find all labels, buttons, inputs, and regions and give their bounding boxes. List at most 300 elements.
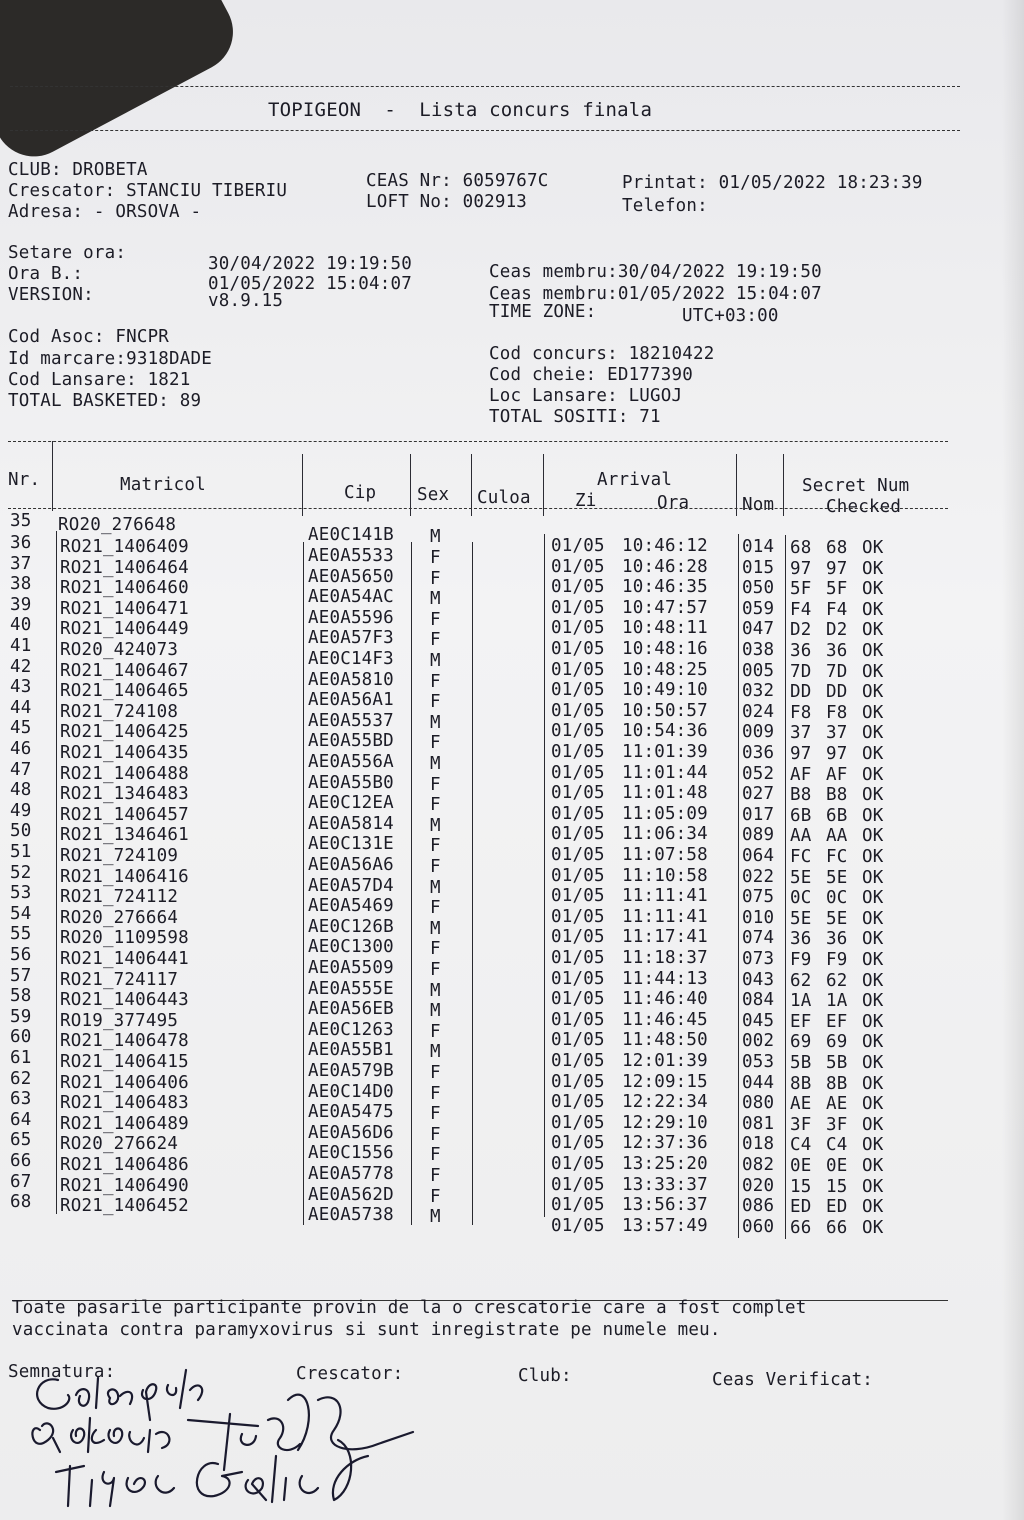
row-nr: 40 [10,615,32,636]
row-nr: 63 [10,1089,32,1110]
row-sex: M [430,1042,441,1063]
setting-time-label: Setare ora: [8,243,127,263]
row-secret-2: 68 [826,538,848,558]
row-secret-2: AA [826,826,848,847]
row-secret-2: 15 [826,1176,848,1197]
row-nom: 027 [742,784,775,805]
row-arrival-time: 11:01:48 [622,783,708,804]
row-cip: AE0A5533 [308,546,394,566]
row-cip: AE0C131E [308,834,394,855]
row-arrival-time: 13:57:49 [622,1215,708,1236]
clock-number: CEAS Nr: 6059767C [366,171,549,191]
setting-time-value: 30/04/2022 19:19:50 [208,254,412,274]
row-matricol: RO21_1406483 [60,1093,189,1114]
row-arrival-day: 01/05 [551,1133,605,1154]
row-arrival-time: 11:11:41 [622,886,708,907]
row-secret-2: 62 [826,970,848,991]
row-cip: AE0C1556 [308,1143,394,1164]
row-secret-2: 8B [826,1073,848,1094]
row-secret-1: B8 [790,785,812,806]
row-arrival-time: 11:48:50 [622,1030,708,1051]
row-secret-1: 5B [790,1053,812,1073]
row-nom: 038 [742,640,775,660]
row-nr: 61 [10,1048,32,1068]
row-matricol: RO19_377495 [60,1010,179,1031]
row-cip: AE0A55BD [308,731,394,752]
row-arrival-time: 11:17:41 [622,927,708,948]
row-nom: 017 [742,804,775,825]
first-row-sex: M [430,527,441,547]
row-arrival-day: 01/05 [551,597,605,618]
row-sex: M [430,754,441,774]
row-arrival-day: 01/05 [551,1154,605,1174]
row-secret-1: 62 [790,970,812,991]
first-row-matricol: RO20_276648 [58,515,177,535]
row-secret-1: 3F [790,1114,812,1135]
row-arrival-day: 01/05 [551,927,605,948]
row-nom: 014 [742,537,775,557]
row-matricol: RO20_276624 [60,1134,179,1155]
row-arrival-time: 10:48:25 [622,659,708,680]
row-secret-1: 6B [790,805,812,826]
row-checked: OK [862,579,884,600]
row-nom: 060 [742,1216,775,1237]
col-cip: Cip [344,483,377,503]
row-arrival-day: 01/05 [551,865,605,886]
row-sex: M [430,815,441,836]
row-arrival-day: 01/05 [551,680,605,701]
loft-number: LOFT No: 002913 [366,192,528,212]
row-secret-1: 15 [790,1176,812,1197]
row-matricol: RO21_1346461 [60,825,189,846]
row-secret-1: 97 [790,744,812,764]
row-arrival-day: 01/05 [551,1215,605,1236]
row-sex: F [430,1124,441,1145]
row-sex: M [430,712,441,733]
row-matricol: RO21_1406441 [60,949,189,969]
row-nom: 050 [742,578,775,599]
row-divider-culoa [544,1193,545,1217]
row-checked: OK [862,1032,884,1053]
key-code: Cod cheie: ED177390 [489,365,693,385]
row-matricol: RO21_1406478 [60,1031,189,1052]
ora-b-value: 01/05/2022 15:04:07 [208,274,412,294]
row-arrival-day: 01/05 [551,639,605,659]
row-nr: 65 [10,1130,32,1151]
row-checked: OK [862,1156,884,1176]
row-matricol: RO21_1406416 [60,866,189,887]
row-matricol: RO21_1406471 [60,598,189,619]
member-clock-1: Ceas membru:30/04/2022 19:19:50 [489,262,822,282]
vaccination-statement-line-2: vaccinata contra paramyxovirus si sunt inregistrate pe numele meu. [12,1320,721,1340]
row-nom: 036 [742,743,775,763]
row-nr: 60 [10,1027,32,1048]
row-sex: F [430,939,441,960]
row-nr: 52 [10,862,32,883]
row-secret-1: F4 [790,599,812,620]
row-sex: F [430,1104,441,1125]
row-secret-2: AF [826,764,848,785]
row-sex: F [430,1145,441,1166]
row-arrival-time: 10:46:28 [622,556,708,577]
row-checked: OK [862,1094,884,1115]
row-matricol: RO21_1406425 [60,722,189,743]
row-cip: AE0A579B [308,1061,394,1081]
row-secret-1: F9 [790,950,812,970]
row-arrival-time: 10:46:35 [622,577,708,598]
row-matricol: RO21_1406467 [60,660,189,681]
row-checked: OK [862,950,884,970]
row-arrival-time: 10:47:57 [622,597,708,618]
row-nom: 032 [742,681,775,702]
row-checked: OK [862,970,884,991]
row-arrival-day: 01/05 [551,803,605,824]
row-divider-sex [472,1201,473,1225]
col-zi: Zi [575,491,597,511]
row-arrival-day: 01/05 [551,618,605,639]
row-cip: AE0A5596 [308,607,394,628]
row-cip: AE0A5738 [308,1205,394,1226]
col-matricol: Matricol [120,475,206,495]
row-sex: F [430,609,441,630]
row-checked: OK [862,1114,884,1135]
row-cip: AE0A57F3 [308,628,394,649]
row-matricol: RO21_1406490 [60,1175,189,1196]
row-arrival-time: 12:01:39 [622,1051,708,1071]
row-sex: F [430,1166,441,1186]
row-arrival-time: 11:01:44 [622,762,708,783]
row-nr: 64 [10,1109,32,1130]
clock-verified-label: Ceas Verificat: [712,1370,874,1390]
member-clock-2: Ceas membru:01/05/2022 15:04:07 [489,284,822,304]
row-arrival-day: 01/05 [551,721,605,742]
row-arrival-time: 13:56:37 [622,1195,708,1216]
row-arrival-time: 10:48:16 [622,639,708,659]
row-sex: F [430,692,441,713]
row-checked: OK [862,847,884,867]
row-secret-2: 5E [826,867,848,888]
row-arrival-day: 01/05 [551,1009,605,1030]
row-secret-1: 8B [790,1073,812,1094]
row-sex: M [430,1207,441,1228]
row-checked: OK [862,1011,884,1032]
row-arrival-day: 01/05 [551,556,605,577]
release-location: Loc Lansare: LUGOJ [489,386,683,406]
row-arrival-time: 11:44:13 [622,968,708,989]
row-secret-2: 0E [826,1156,848,1176]
row-matricol: RO21_1406460 [60,578,189,599]
row-nom: 024 [742,701,775,722]
row-nom: 015 [742,557,775,578]
row-arrival-day: 01/05 [551,783,605,804]
row-secret-2: 97 [826,744,848,764]
row-sex: F [430,836,441,857]
row-secret-1: DD [790,682,812,703]
row-cip: AE0A5650 [308,566,394,587]
row-arrival-day: 01/05 [551,1092,605,1113]
row-nr: 41 [10,636,32,656]
row-arrival-day: 01/05 [551,948,605,968]
row-cip: AE0A56A6 [308,855,394,875]
row-checked: OK [862,1073,884,1094]
row-checked: OK [862,805,884,826]
row-secret-1: 5E [790,867,812,888]
row-matricol: RO21_1346483 [60,784,189,805]
total-basketed: TOTAL BASKETED: 89 [8,391,202,411]
row-nr: 37 [10,553,32,574]
row-cip: AE0C12EA [308,793,394,814]
row-divider-arrival [738,1214,739,1238]
row-checked: OK [862,538,884,558]
row-matricol: RO21_1406443 [60,990,189,1011]
row-sex: M [430,1001,441,1022]
row-nr: 47 [10,759,32,780]
row-arrival-time: 10:54:36 [622,721,708,742]
row-secret-1: F8 [790,702,812,723]
row-secret-2: 1A [826,991,848,1012]
row-matricol: RO21_1406465 [60,681,189,702]
row-cip: AE0C14D0 [308,1081,394,1102]
row-nr: 46 [10,739,32,759]
row-matricol: RO21_1406409 [60,537,189,557]
handwritten-signature [18,1360,438,1510]
row-checked: OK [862,641,884,661]
row-secret-2: DD [826,682,848,703]
row-secret-2: ED [826,1197,848,1218]
row-divider-matricol [303,1201,304,1225]
row-arrival-time: 10:48:11 [622,618,708,639]
row-nr: 58 [10,986,32,1007]
association-code: Cod Asoc: FNCPR [8,327,170,347]
row-secret-2: 37 [826,723,848,744]
row-nr: 56 [10,945,32,965]
row-arrival-day: 01/05 [551,1030,605,1051]
row-checked: OK [862,702,884,723]
row-arrival-day: 01/05 [551,906,605,927]
row-nom: 022 [742,866,775,887]
marking-id: Id marcare:9318DADE [8,349,212,369]
row-arrival-time: 12:09:15 [622,1071,708,1092]
row-nom: 075 [742,887,775,908]
row-matricol: RO21_724112 [60,887,179,908]
row-arrival-day: 01/05 [551,1071,605,1092]
row-sex: F [430,548,441,568]
row-cip: AE0A56A1 [308,690,394,711]
row-arrival-day: 01/05 [551,1195,605,1216]
row-secret-1: 36 [790,929,812,950]
row-nom: 010 [742,907,775,928]
row-cip: AE0C1263 [308,1019,394,1040]
row-cip: AE0C14F3 [308,649,394,669]
row-sex: M [430,980,441,1001]
row-arrival-time: 12:37:36 [622,1133,708,1154]
row-arrival-time: 12:22:34 [622,1092,708,1113]
row-cip: AE0A5810 [308,669,394,690]
row-nr: 66 [10,1151,32,1171]
row-sex: M [430,918,441,939]
col-nr: Nr. [8,470,41,490]
row-secret-2: 3F [826,1114,848,1135]
row-nr: 68 [10,1192,32,1213]
row-secret-1: 7D [790,661,812,682]
row-nom: 018 [742,1134,775,1155]
row-nr: 42 [10,656,32,677]
row-nr: 49 [10,800,32,821]
row-matricol: RO21_1406452 [60,1196,189,1217]
row-secret-1: FC [790,847,812,867]
row-secret-1: 66 [790,1217,812,1238]
row-nom: 009 [742,722,775,743]
row-secret-2: 7D [826,661,848,682]
row-cip: AE0A5778 [308,1164,394,1184]
row-nr: 45 [10,718,32,739]
row-arrival-time: 10:50:57 [622,700,708,721]
row-nom: 052 [742,763,775,784]
row-nr: 38 [10,574,32,595]
row-arrival-day: 01/05 [551,968,605,989]
row-cip: AE0A5469 [308,896,394,917]
row-checked: OK [862,661,884,682]
row-nr: 50 [10,821,32,842]
row-matricol: RO21_1406489 [60,1113,189,1134]
printed-timestamp: Printat: 01/05/2022 18:23:39 [622,173,923,193]
row-secret-2: 97 [826,558,848,579]
row-matricol: RO21_1406457 [60,804,189,825]
row-checked: OK [862,991,884,1012]
row-nr: 67 [10,1171,32,1192]
row-secret-1: 37 [790,723,812,744]
row-arrival-time: 11:01:39 [622,742,708,762]
row-matricol: RO20_276664 [60,907,179,928]
row-arrival-day: 01/05 [551,1051,605,1071]
phone-label: Telefon: [622,196,708,216]
row-nom: 081 [742,1113,775,1134]
row-checked: OK [862,908,884,929]
row-secret-1: 68 [790,538,812,558]
row-nr: 48 [10,780,32,801]
row-checked: OK [862,744,884,764]
row-sex: F [430,857,441,877]
row-nom: 020 [742,1175,775,1196]
breeder-signature-label: Crescator: [296,1364,404,1384]
row-nr: 39 [10,594,32,615]
row-secret-1: AA [790,826,812,847]
row-arrival-time: 10:49:10 [622,680,708,701]
row-sex: M [430,651,441,671]
row-arrival-day: 01/05 [551,845,605,865]
row-arrival-time: 11:18:37 [622,948,708,968]
row-secret-2: 36 [826,641,848,661]
row-checked: OK [862,888,884,909]
row-nr: 43 [10,677,32,698]
version-value: v8.9.15 [208,291,284,311]
row-arrival-time: 13:25:20 [622,1154,708,1174]
row-sex: F [430,795,441,816]
row-secret-2: D2 [826,620,848,641]
row-secret-1: AE [790,1094,812,1115]
row-secret-1: AF [790,764,812,785]
row-nr: 57 [10,965,32,986]
row-nom: 082 [742,1155,775,1175]
row-secret-1: 0C [790,888,812,909]
col-ora: Ora [657,493,690,513]
report-title: TOPIGEON - Lista concurs finala [268,99,653,121]
row-checked: OK [862,1053,884,1073]
row-matricol: RO21_1406435 [60,743,189,763]
col-secret-num: Secret Num [802,476,910,496]
row-sex: F [430,898,441,919]
row-secret-2: EF [826,1011,848,1032]
row-nr: 36 [10,533,32,553]
col-nom: Nom [742,495,775,515]
row-sex: F [430,1083,441,1104]
row-nom: 002 [742,1031,775,1052]
row-arrival-time: 11:07:58 [622,845,708,865]
row-cip: AE0A556A [308,752,394,772]
row-secret-2: 66 [826,1217,848,1238]
row-cip: AE0A5475 [308,1102,394,1123]
row-matricol: RO21_724108 [60,701,179,722]
row-nom: 043 [742,969,775,990]
row-secret-1: C4 [790,1135,812,1156]
row-secret-2: F4 [826,599,848,620]
row-nom: 074 [742,928,775,949]
row-sex: F [430,733,441,754]
first-row-cip: AE0C141B [308,525,394,545]
row-arrival-day: 01/05 [551,742,605,762]
row-cip: AE0A555E [308,978,394,999]
row-cip: AE0C126B [308,916,394,937]
race-code: Cod concurs: 18210422 [489,344,715,364]
row-divider-cip [411,1201,412,1225]
row-arrival-time: 11:11:41 [622,906,708,927]
row-secret-2: F9 [826,950,848,970]
row-arrival-time: 12:29:10 [622,1112,708,1133]
row-secret-2: 36 [826,929,848,950]
col-sex: Sex [417,485,450,505]
row-checked: OK [862,785,884,806]
row-secret-1: ED [790,1197,812,1218]
row-checked: OK [862,1135,884,1156]
row-nr: 62 [10,1068,32,1089]
row-nom: 080 [742,1093,775,1114]
row-arrival-time: 13:33:37 [622,1174,708,1195]
row-sex: F [430,960,441,980]
row-checked: OK [862,599,884,620]
row-nom: 045 [742,1010,775,1031]
row-arrival-time: 11:46:40 [622,989,708,1010]
ora-b-label: Ora B.: [8,264,84,284]
total-arrived: TOTAL SOSITI: 71 [489,407,661,427]
breeder-name: Crescator: STANCIU TIBERIU [8,181,288,201]
row-checked: OK [862,1176,884,1197]
row-cip: AE0A5814 [308,813,394,834]
row-secret-2: F8 [826,702,848,723]
row-secret-2: B8 [826,785,848,806]
row-checked: OK [862,1217,884,1238]
row-secret-1: 97 [790,558,812,579]
row-secret-2: C4 [826,1135,848,1156]
row-sex: M [430,589,441,610]
row-divider-nom [785,1215,786,1239]
row-secret-2: 6B [826,805,848,826]
row-arrival-time: 11:10:58 [622,865,708,886]
row-sex: F [430,630,441,651]
row-sex: F [430,568,441,589]
club-name: CLUB: DROBETA [8,160,148,180]
row-secret-1: 36 [790,641,812,661]
row-secret-2: AE [826,1094,848,1115]
